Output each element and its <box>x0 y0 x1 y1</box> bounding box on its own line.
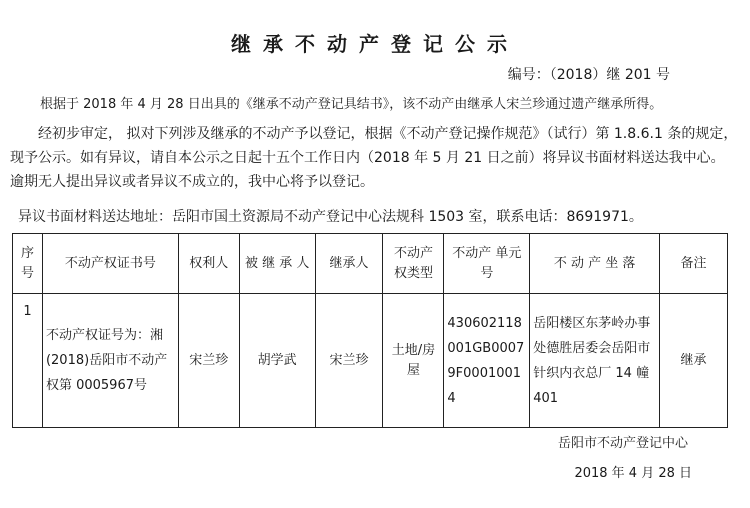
table-row <box>13 294 728 428</box>
document-number: 编号：（2018）继 201 号 <box>507 67 670 83</box>
cell-unit-no: 430602118001GB00079F00010014 <box>444 294 530 428</box>
header-decedent: 被 继 承 人 <box>239 234 315 294</box>
cell-cert-no: 不动产权证号为：湘(2018)岳阳市不动产权第 0005967号 <box>42 294 178 428</box>
header-cert-no: 不动产权证书号 <box>42 234 178 294</box>
cell-location: 岳阳楼区东茅岭办事处德胜居委会岳阳市针织内衣总厂 14 幢 401 <box>530 294 660 428</box>
intro-paragraph: 根据于 2018 年 4 月 28 日出具的《继承不动产登记具结书》，该不动产由继承人宋兰珍通过遗产继承所得。 <box>40 97 663 112</box>
document-title: 继承不动产登记公示 <box>231 32 519 56</box>
issue-date: 2018 年 4 月 28 日 <box>574 466 692 481</box>
objection-address: 异议书面材料送达地址：岳阳市国土资源局不动产登记中心法规科 1503 室，联系电话：8691971。 <box>18 209 643 225</box>
header-owner: 权利人 <box>178 234 239 294</box>
cell-decedent: 胡学武 <box>239 294 315 428</box>
cell-property-type: 土地/房屋 <box>383 294 444 428</box>
notice-paragraph <box>10 122 738 194</box>
header-location: 不 动 产 坐 落 <box>530 234 660 294</box>
registration-table <box>12 233 728 428</box>
header-heir: 继承人 <box>315 234 383 294</box>
header-unit-no: 不动产 单元号 <box>444 234 530 294</box>
notice-text: 经初步审定， 拟对下列涉及继承的不动产予以登记，根据《不动产登记操作规范》（试行）第 1.8.6.1 条的规定，现予公示。如有异议，请自本公示之日起十五个工作日内（2018 年 5 月 21 日之前）将异议书面材料送达我中心。逾期无人提出异议或者异议不成立的，我中心将予以登记。 <box>10 126 738 190</box>
header-seq: 序号 <box>13 234 43 294</box>
cell-seq: 1 <box>13 294 43 428</box>
cell-heir: 宋兰珍 <box>315 294 383 428</box>
table-header-row <box>13 234 728 294</box>
header-property-type: 不动产 权类型 <box>383 234 444 294</box>
issuer-signature: 岳阳市不动产登记中心 <box>557 436 688 451</box>
header-remarks: 备注 <box>660 234 728 294</box>
cell-owner: 宋兰珍 <box>178 294 239 428</box>
cell-remarks: 继承 <box>660 294 728 428</box>
